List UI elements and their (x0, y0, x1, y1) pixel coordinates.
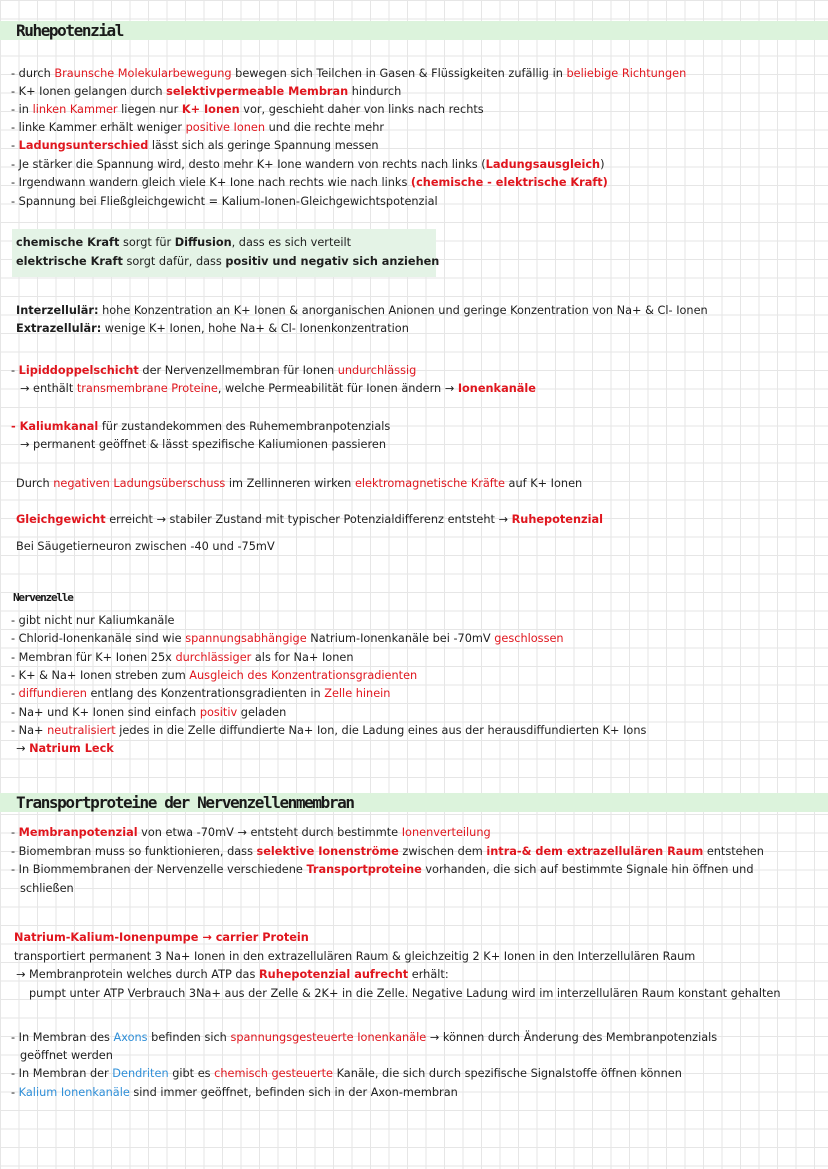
note-line: - Chlorid-Ionenkanäle sind wie spannungsabhängige Natrium-Ionenkanäle bei -70mV geschlossen (11, 632, 564, 645)
note-line: - linke Kammer erhält weniger positive Ionen und die rechte mehr (11, 121, 385, 134)
section-heading-ruhepotenzial (0, 21, 828, 40)
note-line: pumpt unter ATP Verbrauch 3Na+ aus der Zelle & 2K+ in die Zelle. Negative Ladung wird im interzellulären Raum konstant gehalten (29, 987, 781, 1000)
note-line: - Kalium Ionenkanäle sind immer geöffnet, befinden sich in der Axon-membran (11, 1086, 458, 1099)
note-line: - Biomembran muss so funktionieren, dass selektive Ionenströme zwischen dem intra-& dem extrazellulären Raum entstehen (11, 845, 764, 858)
note-line: - Lipiddoppelschicht der Nervenzellmembran für Ionen undurchlässig (11, 364, 417, 377)
note-line: → Natrium Leck (16, 742, 114, 755)
note-line: schließen (20, 882, 74, 895)
note-line: Interzellulär: hohe Konzentration an K+ Ionen & anorganischen Anionen und geringe Konzentration von Na+ & Cl- Ionen (16, 304, 708, 317)
note-line: - Je stärker die Spannung wird, desto mehr K+ Ione wandern von rechts nach links (Ladungsausgleich) (11, 158, 605, 171)
note-line: geöffnet werden (20, 1049, 113, 1062)
note-line: Bei Säugetierneuron zwischen -40 und -75mV (16, 540, 275, 553)
note-line: - in linken Kammer liegen nur K+ Ionen vor, geschieht daher von links nach rechts (11, 103, 484, 116)
note-line: - Membran für K+ Ionen 25x durchlässiger als for Na+ Ionen (11, 651, 354, 664)
note-line: Durch negativen Ladungsüberschuss im Zellinneren wirken elektromagnetische Kräfte auf K+ Ionen (16, 477, 583, 490)
note-line: → permanent geöffnet & lässt spezifische Kaliumionen passieren (20, 438, 386, 451)
note-line: - Ladungsunterschied lässt sich als geringe Spannung messen (11, 139, 379, 152)
note-line: - Membranpotenzial von etwa -70mV → entsteht durch bestimmte Ionenverteilung (11, 826, 491, 839)
note-line: - In Membran des Axons befinden sich spannungsgesteuerte Ionenkanäle → können durch Änderung des Membranpotenzials (11, 1031, 718, 1044)
section-title: Transportproteine der Nervenzellenmembran (16, 793, 354, 812)
note-line: Natrium-Kalium-Ionenpumpe → carrier Protein (14, 931, 309, 944)
note-line: - Na+ neutralisiert jedes in die Zelle diffundierte Na+ Ion, die Ladung eines aus der herausdiffundierten K+ Ions (11, 724, 647, 737)
section-heading-transportproteine (0, 793, 828, 812)
note-line: transportiert permanent 3 Na+ Ionen in den extrazellulären Raum & gleichzeitig 2 K+ Ionen in den Interzellulären Raum (14, 950, 696, 963)
note-line: - Spannung bei Fließgleichgewicht = Kalium-Ionen-Gleichgewichtspotenzial (11, 195, 438, 208)
note-line: - durch Braunsche Molekularbewegung bewegen sich Teilchen in Gasen & Flüssigkeiten zufällig in beliebige Richtungen (11, 67, 687, 80)
note-line: - K+ Ionen gelangen durch selektivpermeable Membran hindurch (11, 85, 402, 98)
note-line: Extrazellulär: wenige K+ Ionen, hohe Na+ & Cl- Ionenkonzentration (16, 322, 409, 335)
subheading-nervenzelle: Nervenzelle (13, 591, 73, 604)
note-line: → enthält transmembrane Proteine, welche Permeabilität für Ionen ändern → Ionenkanäle (20, 382, 536, 395)
note-line: → Membranprotein welches durch ATP das Ruhepotenzial aufrecht erhält: (16, 968, 449, 981)
note-line: - In Membran der Dendriten gibt es chemisch gesteuerte Kanäle, die sich durch spezifische Signalstoffe öffnen können (11, 1067, 682, 1080)
section-title: Ruhepotenzial (16, 21, 124, 40)
box-line: elektrische Kraft sorgt dafür, dass positiv und negativ sich anziehen (16, 255, 440, 268)
note-line: - In Biommembranen der Nervenzelle verschiedene Transportproteine vorhanden, die sich auf bestimmte Signale hin öffnen und (11, 863, 754, 876)
note-line: Gleichgewicht erreicht → stabiler Zustand mit typischer Potenzialdifferenz entsteht → Ruhepotenzial (16, 513, 603, 526)
note-line: - gibt nicht nur Kaliumkanäle (11, 614, 175, 627)
note-line: - K+ & Na+ Ionen streben zum Ausgleich des Konzentrationsgradienten (11, 669, 418, 682)
box-line: chemische Kraft sorgt für Diffusion, dass es sich verteilt (16, 236, 352, 249)
note-line: - Kaliumkanal für zustandekommen des Ruhemembranpotenzials (11, 420, 391, 433)
note-line: - diffundieren entlang des Konzentrationsgradienten in Zelle hinein (11, 687, 391, 700)
note-line: - Irgendwann wandern gleich viele K+ Ione nach rechts wie nach links (chemische - elektrische Kraft) (11, 176, 608, 189)
note-line: - Na+ und K+ Ionen sind einfach positiv geladen (11, 706, 287, 719)
